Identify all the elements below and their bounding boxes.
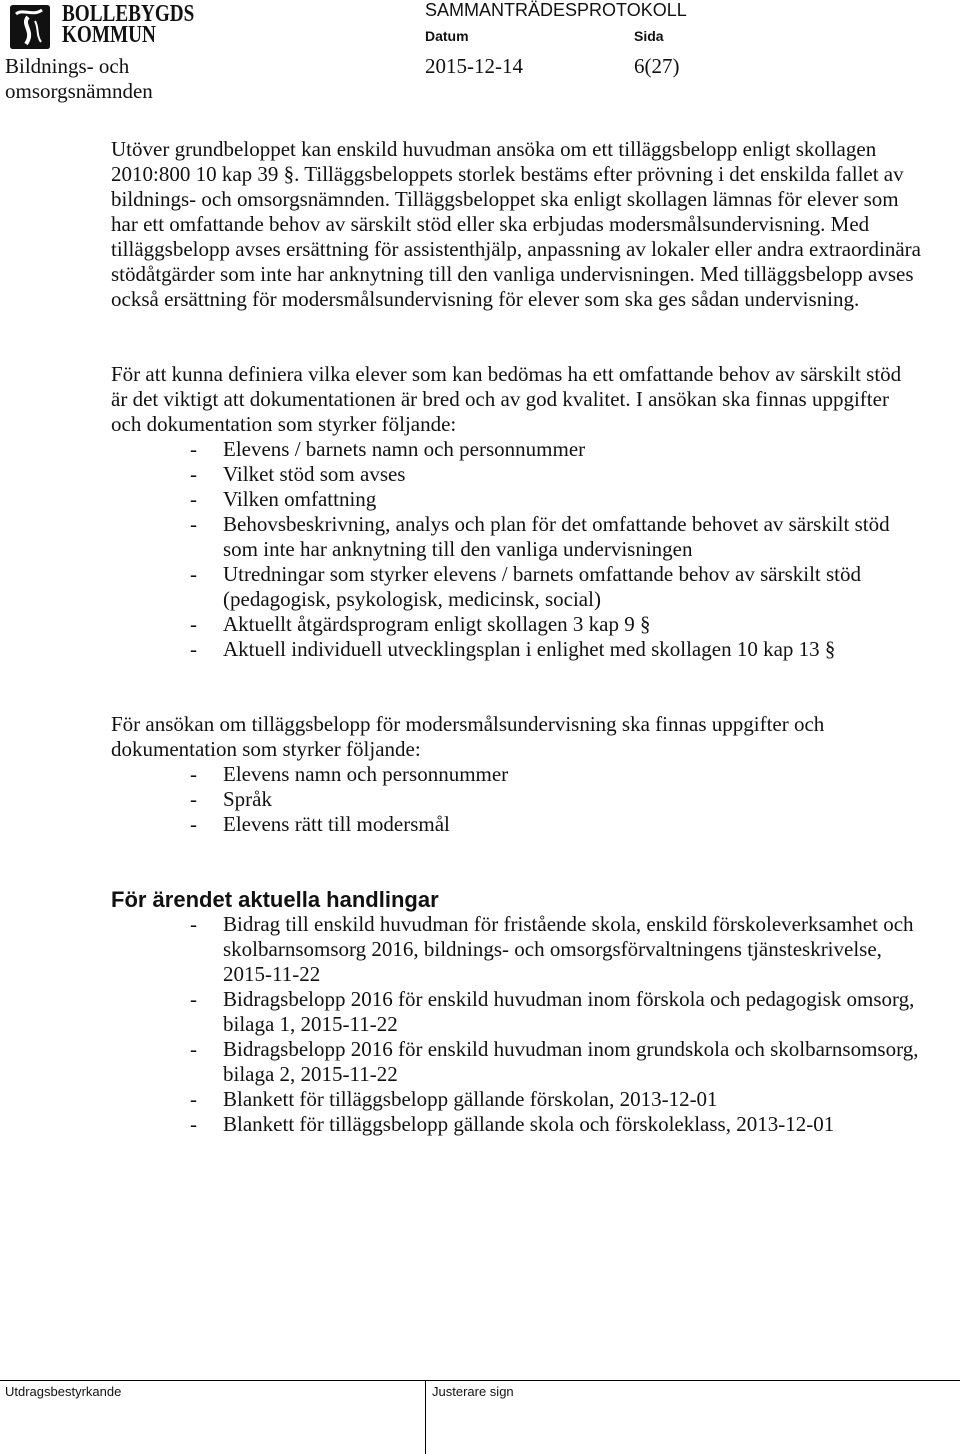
list-item bbox=[111, 612, 901, 637]
list-item-text bbox=[223, 1087, 918, 1112]
list-item bbox=[111, 512, 901, 562]
list-item-text bbox=[223, 612, 901, 637]
list-item bbox=[111, 1037, 918, 1087]
list-item-line: 2015-11-22 bbox=[223, 962, 321, 986]
list-item-text bbox=[223, 487, 901, 512]
list-dash: - bbox=[190, 462, 197, 486]
signature-label: Justerare sign bbox=[432, 1384, 514, 1399]
list-item-line: Bidrag till enskild huvudman för fristående skola, enskild förskoleverksamhet och bbox=[223, 912, 914, 936]
list-item-line: Utredningar som styrker elevens / barnets omfattande behov av särskilt stöd bbox=[223, 562, 861, 586]
list-item-line: Vilket stöd som avses bbox=[223, 462, 406, 486]
list-dash: - bbox=[190, 562, 197, 586]
list-item bbox=[111, 637, 901, 662]
list-item-text bbox=[223, 512, 901, 562]
list-item bbox=[111, 1112, 918, 1137]
list-dash: - bbox=[190, 1037, 197, 1061]
list-item-text bbox=[223, 1112, 918, 1137]
list-item-text bbox=[223, 762, 824, 787]
paragraph-line: tilläggsbelopp avses ersättning för assistenthjälp, anpassning av lokaler eller andra extraordinära bbox=[111, 237, 921, 261]
paragraph-line: har ett omfattande behov av särskilt stöd eller ska erbjudas modersmålsundervisning. Med bbox=[111, 212, 870, 236]
list-item-line: Vilken omfattning bbox=[223, 487, 377, 511]
list-item-line: Språk bbox=[223, 787, 272, 811]
date-value: 2015-12-14 bbox=[425, 54, 523, 78]
list-item-text bbox=[223, 637, 901, 662]
list-item-line: Aktuellt åtgärdsprogram enligt skollagen 3 kap 9 § bbox=[223, 612, 651, 636]
list-item-line: som inte har anknytning till den vanliga undervisningen bbox=[223, 537, 693, 561]
paragraph-line: Utöver grundbeloppet kan enskild huvudman ansöka om ett tilläggsbelopp enligt skollagen bbox=[111, 137, 877, 161]
documents-heading: För ärendet aktuella handlingar bbox=[111, 887, 439, 912]
list-item bbox=[111, 437, 901, 462]
list-item-text bbox=[223, 787, 824, 812]
list-item bbox=[111, 812, 824, 837]
date-label: Datum bbox=[425, 28, 469, 44]
page-number: 6(27) bbox=[634, 54, 680, 78]
list-item-line: Blankett för tilläggsbelopp gällande förskolan, 2013-12-01 bbox=[223, 1087, 718, 1111]
list-dash: - bbox=[190, 512, 197, 536]
list-item-line: Bidragsbelopp 2016 för enskild huvudman inom förskola och pedagogisk omsorg, bbox=[223, 987, 915, 1011]
list-item-line: Aktuell individuell utvecklingsplan i enlighet med skollagen 10 kap 13 § bbox=[223, 637, 836, 661]
municipality-emblem-icon bbox=[8, 3, 52, 51]
list-item-text bbox=[223, 437, 901, 462]
documents-items bbox=[111, 912, 918, 1137]
list-item-line: Behovsbeskrivning, analys och plan för det omfattande behovet av särskilt stöd bbox=[223, 512, 890, 536]
list-item-text bbox=[223, 1037, 918, 1087]
paragraph-line: också ersättning för modersmålsundervisning för elever som ska ges sådan undervisning. bbox=[111, 287, 860, 311]
documents-list bbox=[111, 912, 918, 1137]
list-item-text bbox=[223, 812, 824, 837]
list-dash: - bbox=[190, 1087, 197, 1111]
list-item-line: Bidragsbelopp 2016 för enskild huvudman inom grundskola och skolbarnsomsorg, bbox=[223, 1037, 919, 1061]
list-item bbox=[111, 562, 901, 612]
list-item-line: (pedagogisk, psykologisk, medicinsk, social) bbox=[223, 587, 601, 611]
list-item-line: bilaga 2, 2015-11-22 bbox=[223, 1062, 398, 1086]
list-item bbox=[111, 1087, 918, 1112]
paragraph-line: bildnings- och omsorgsnämnden. Tilläggsbeloppet ska enligt skollagen lämnas för elever som bbox=[111, 187, 899, 211]
list-item-text bbox=[223, 462, 901, 487]
list-item bbox=[111, 462, 901, 487]
paragraph-line: är det viktigt att dokumentationen är bred och av god kvalitet. I ansökan ska finnas uppgifter bbox=[111, 387, 889, 411]
list-dash: - bbox=[190, 787, 197, 811]
footer-column-divider bbox=[425, 1380, 426, 1454]
paragraph-line: För ansökan om tilläggsbelopp för modersmålsundervisning ska finnas uppgifter och bbox=[111, 712, 825, 736]
mother-tongue-requirements-list bbox=[111, 762, 824, 837]
list-dash: - bbox=[190, 612, 197, 636]
list-dash: - bbox=[190, 637, 197, 661]
list-item-line: bilaga 1, 2015-11-22 bbox=[223, 1012, 398, 1036]
paragraph-line: 2010:800 10 kap 39 §. Tilläggsbeloppets storlek bestäms efter prövning i det enskilda fallet av bbox=[111, 162, 904, 186]
supplement-paragraph bbox=[111, 137, 921, 312]
paragraph-line: och dokumentation som styrker följande: bbox=[111, 412, 457, 436]
list-item bbox=[111, 787, 824, 812]
logo-wordmark-line2: KOMMUN bbox=[62, 22, 156, 48]
paragraph-line: För att kunna definiera vilka elever som kan bedömas ha ett omfattande behov av särskilt stöd bbox=[111, 362, 902, 386]
list-item-text bbox=[223, 987, 918, 1037]
list-item bbox=[111, 762, 824, 787]
list-dash: - bbox=[190, 912, 197, 936]
list-item-text bbox=[223, 562, 901, 612]
list-dash: - bbox=[190, 812, 197, 836]
list-dash: - bbox=[190, 987, 197, 1011]
list-item bbox=[111, 487, 901, 512]
support-requirements-section bbox=[111, 362, 901, 662]
document-type: SAMMANTRÄDESPROTOKOLL bbox=[425, 0, 687, 20]
list-item-line: Elevens / barnets namn och personnummer bbox=[223, 437, 586, 461]
page-label: Sida bbox=[634, 28, 664, 44]
list-item-line: skolbarnsomsorg 2016, bildnings- och omsorgsförvaltningens tjänsteskrivelse, bbox=[223, 937, 882, 961]
paragraph-line: stödåtgärder som inte har anknytning till den vanliga undervisningen. Med tilläggsbelopp avses bbox=[111, 262, 914, 286]
list-dash: - bbox=[190, 762, 197, 786]
support-requirements-list bbox=[111, 437, 901, 662]
committee-name-line1: Bildnings- och bbox=[5, 54, 130, 78]
paragraph-line: dokumentation som styrker följande: bbox=[111, 737, 421, 761]
list-item-line: Elevens rätt till modersmål bbox=[223, 812, 450, 836]
list-dash: - bbox=[190, 487, 197, 511]
list-item bbox=[111, 912, 918, 987]
committee-name-line2: omsorgsnämnden bbox=[5, 79, 153, 103]
list-item-line: Elevens namn och personnummer bbox=[223, 762, 509, 786]
footer-divider bbox=[0, 1380, 960, 1381]
mother-tongue-requirements-section bbox=[111, 712, 824, 837]
list-dash: - bbox=[190, 437, 197, 461]
list-dash: - bbox=[190, 1112, 197, 1136]
list-item-text bbox=[223, 912, 918, 987]
list-item bbox=[111, 987, 918, 1037]
certification-label: Utdragsbestyrkande bbox=[5, 1384, 122, 1399]
logo-wordmark-line1: BOLLEBYGDS bbox=[62, 1, 195, 27]
list-item-line: Blankett för tilläggsbelopp gällande skola och förskoleklass, 2013-12-01 bbox=[223, 1112, 835, 1136]
